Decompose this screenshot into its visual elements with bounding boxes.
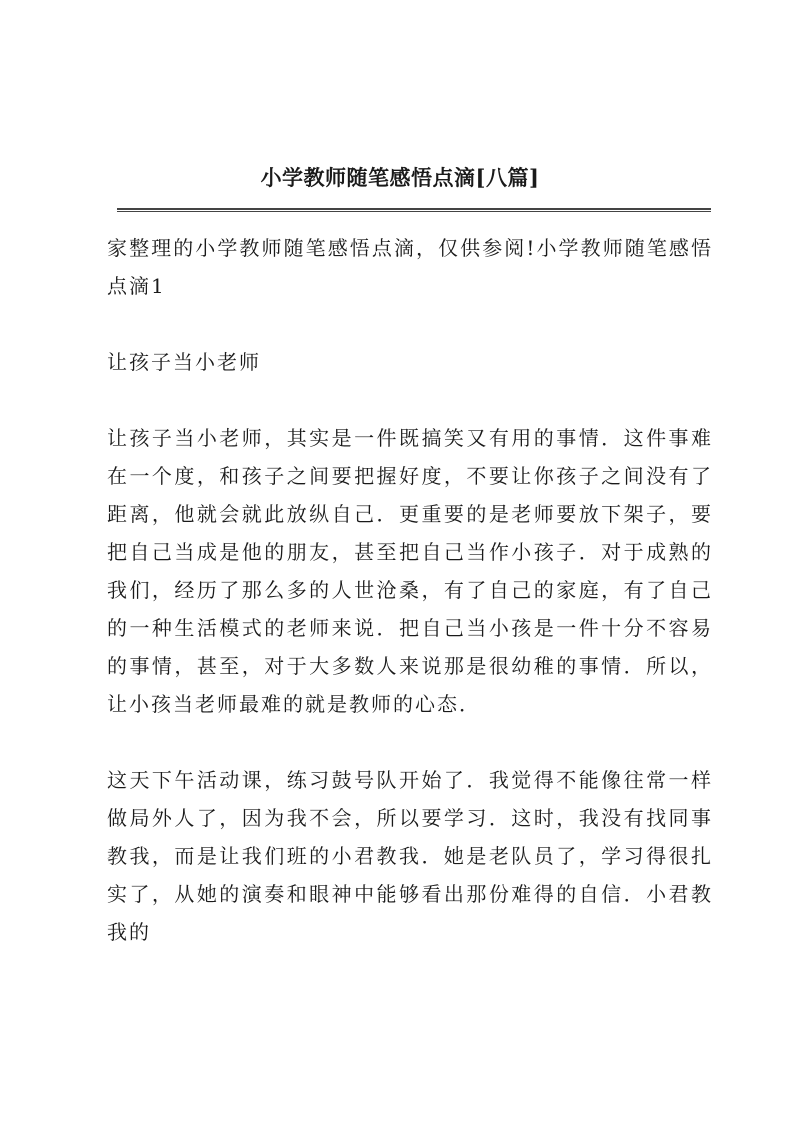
body-paragraph: 让孩子当小老师，其实是一件既搞笑又有用的事情．这件事难在一个度，和孩子之间要把握好度，不要让你孩子之间没有了距离，他就会就此放纵自己．更重要的是老师要放下架子，要把自己当成是他的朋友，甚至把自己当作小孩子．对于成熟的我们，经历了那么多的人世沧桑，有了自己的家庭，有了自己的一种生活模式的老师来说．把自己当小孩是一件十分不容易的事情，甚至，对于大多数人来说那是很幼稚的事情．所以，让小孩当老师最难的就是教师的心态． <box>107 426 713 716</box>
document-body <box>107 229 713 989</box>
document-title: 小学教师随笔感悟点滴[八篇] <box>260 165 540 190</box>
title-divider <box>117 208 711 212</box>
intro-paragraph: 家整理的小学教师随笔感悟点滴，仅供参阅!小学教师随笔感悟点滴1 <box>107 236 713 298</box>
section-heading: 让孩子当小老师 <box>107 350 261 374</box>
body-paragraph: 这天下午活动课，练习鼓号队开始了．我觉得不能像往常一样做局外人了，因为我不会，所以要学习．这时，我没有找同事教我，而是让我们班的小君教我．她是老队员了，学习得很扎实了，从她的演奏和眼神中能够看出那份难得的自信．小君教我的 <box>107 768 713 944</box>
